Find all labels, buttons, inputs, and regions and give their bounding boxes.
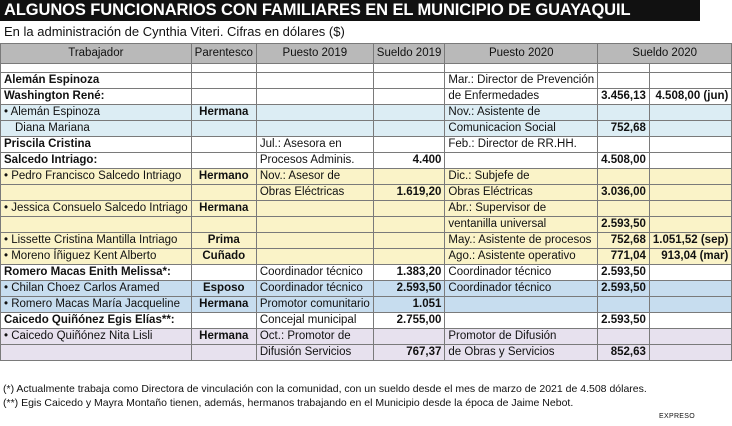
sueldo-2019-cell: 2.593,50 [373, 281, 445, 297]
sueldo-2020-cell: 3.036,00 [598, 185, 650, 201]
header-row [1, 44, 732, 64]
sueldo-2019-cell [373, 329, 445, 345]
parentesco-cell [191, 345, 256, 361]
sueldo-2020-cell: 2.593,50 [598, 313, 650, 329]
puesto-2020-cell: Abr.: Supervisor de [445, 201, 598, 217]
header-sueldo-2020: Sueldo 2020 [598, 44, 732, 64]
table-row [1, 201, 732, 217]
sueldo-2019-cell [373, 217, 445, 233]
table-row [1, 265, 732, 281]
puesto-2020-cell: Obras Eléctricas [445, 185, 598, 201]
parentesco-cell: Esposo [191, 281, 256, 297]
sueldo-2019-cell [373, 249, 445, 265]
puesto-2020-cell: May.: Asistente de procesos [445, 233, 598, 249]
extra-cell [649, 313, 731, 329]
trabajador-cell: • Romero Macas María Jacqueline [1, 297, 192, 313]
sueldo-2020-cell: 771,04 [598, 249, 650, 265]
sueldo-2020-cell: 752,68 [598, 233, 650, 249]
sueldo-2020-cell [598, 169, 650, 185]
extra-cell [649, 345, 731, 361]
puesto-2020-cell: de Enfermedades [445, 89, 598, 105]
table-row [1, 89, 732, 105]
page-title: ALGUNOS FUNCIONARIOS CON FAMILIARES EN EL MUNICIPIO DE GUAYAQUIL [0, 0, 700, 21]
parentesco-cell [191, 89, 256, 105]
sueldo-2020-cell: 752,68 [598, 121, 650, 137]
puesto-2020-cell: de Obras y Servicios [445, 345, 598, 361]
parentesco-cell [191, 73, 256, 89]
parentesco-cell [191, 121, 256, 137]
parentesco-cell: Prima [191, 233, 256, 249]
trabajador-cell: • Jessica Consuelo Salcedo Intriago [1, 201, 192, 217]
extra-cell [649, 153, 731, 169]
sueldo-2019-cell [373, 201, 445, 217]
sueldo-2020-cell: 2.593,50 [598, 217, 650, 233]
parentesco-cell: Hermana [191, 105, 256, 121]
puesto-2020-cell: Ago.: Asistente operativo [445, 249, 598, 265]
sueldo-2020-cell [598, 73, 650, 89]
extra-cell [649, 297, 731, 313]
extra-cell [649, 121, 731, 137]
sueldo-2019-cell [373, 89, 445, 105]
trabajador-cell: Priscila Cristina [1, 137, 192, 153]
puesto-2019-cell [256, 89, 373, 105]
parentesco-cell [191, 137, 256, 153]
header-puesto-2019: Puesto 2019 [256, 44, 373, 64]
table-row [1, 185, 732, 201]
puesto-2019-cell: Procesos Adminis. [256, 153, 373, 169]
trabajador-cell: Romero Macas Enith Melissa*: [1, 265, 192, 281]
sueldo-2019-cell [373, 121, 445, 137]
parentesco-cell: Hermana [191, 201, 256, 217]
parentesco-cell: Hermano [191, 169, 256, 185]
parentesco-cell [191, 217, 256, 233]
table-row [1, 137, 732, 153]
trabajador-cell [1, 345, 192, 361]
parentesco-cell [191, 153, 256, 169]
sueldo-2019-cell: 2.755,00 [373, 313, 445, 329]
extra-cell: 913,04 (mar) [649, 249, 731, 265]
sueldo-2019-cell [373, 169, 445, 185]
puesto-2019-cell: Coordinador técnico [256, 265, 373, 281]
parentesco-cell: Hermana [191, 297, 256, 313]
puesto-2020-cell [445, 313, 598, 329]
trabajador-cell: • Alemán Espinoza [1, 105, 192, 121]
puesto-2019-cell: Promotor comunitario [256, 297, 373, 313]
sueldo-2019-cell [373, 105, 445, 121]
trabajador-cell: Caicedo Quiñónez Egis Elías**: [1, 313, 192, 329]
sueldo-2020-cell: 2.593,50 [598, 281, 650, 297]
puesto-2019-cell: Oct.: Promotor de [256, 329, 373, 345]
parentesco-cell: Cuñado [191, 249, 256, 265]
trabajador-cell: Washington René: [1, 89, 192, 105]
trabajador-cell: • Caicedo Quiñónez Nita Lisli [1, 329, 192, 345]
sueldo-2020-cell [598, 105, 650, 121]
puesto-2020-cell: Nov.: Asistente de [445, 105, 598, 121]
source-credit: EXPRESO [659, 413, 695, 420]
header-puesto-2020: Puesto 2020 [445, 44, 598, 64]
puesto-2019-cell [256, 217, 373, 233]
extra-cell: 1.051,52 (sep) [649, 233, 731, 249]
trabajador-cell: Alemán Espinoza [1, 73, 192, 89]
puesto-2019-cell [256, 73, 373, 89]
table-row [1, 169, 732, 185]
puesto-2019-cell [256, 233, 373, 249]
sueldo-2020-cell: 4.508,00 [598, 153, 650, 169]
sueldo-2019-cell [373, 137, 445, 153]
extra-cell [649, 265, 731, 281]
trabajador-cell: • Lissette Cristina Mantilla Intriago [1, 233, 192, 249]
puesto-2020-cell: Coordinador técnico [445, 281, 598, 297]
puesto-2019-cell [256, 249, 373, 265]
sueldo-2019-cell [373, 233, 445, 249]
table-row [1, 217, 732, 233]
table-row [1, 233, 732, 249]
table-row [1, 153, 732, 169]
puesto-2020-cell: Feb.: Director de RR.HH. [445, 137, 598, 153]
puesto-2020-cell: Promotor de Difusión [445, 329, 598, 345]
puesto-2019-cell [256, 201, 373, 217]
extra-cell: 4.508,00 (jun) [649, 89, 731, 105]
parentesco-cell [191, 185, 256, 201]
footnote: (*) Actualmente trabaja como Directora de vinculación con la comunidad, con un sueldo desde el mes de marzo de 2021 de 4.508 dólares. [3, 383, 647, 395]
trabajador-cell: Salcedo Intriago: [1, 153, 192, 169]
trabajador-cell: • Pedro Francisco Salcedo Intriago [1, 169, 192, 185]
header-sueldo-2019: Sueldo 2019 [373, 44, 445, 64]
sueldo-2020-cell [598, 137, 650, 153]
sueldo-2020-cell [598, 329, 650, 345]
table-row [1, 281, 732, 297]
trabajador-cell [1, 185, 192, 201]
sueldo-2019-cell: 4.400 [373, 153, 445, 169]
table-row [1, 329, 732, 345]
puesto-2019-cell: Nov.: Asesor de [256, 169, 373, 185]
table-row [1, 313, 732, 329]
subtitle: En la administración de Cynthia Viteri. Cifras en dólares ($) [4, 24, 345, 39]
extra-cell [649, 105, 731, 121]
extra-cell [649, 281, 731, 297]
sueldo-2020-cell: 852,63 [598, 345, 650, 361]
puesto-2020-cell: Dic.: Subjefe de [445, 169, 598, 185]
puesto-2019-cell: Jul.: Asesora en [256, 137, 373, 153]
trabajador-cell: • Moreno Íñiguez Kent Alberto [1, 249, 192, 265]
table-row [1, 73, 732, 89]
sueldo-2020-cell: 3.456,13 [598, 89, 650, 105]
sueldo-2019-cell: 1.619,20 [373, 185, 445, 201]
table-row [1, 121, 732, 137]
trabajador-cell [1, 217, 192, 233]
header-trabajador: Trabajador [1, 44, 192, 64]
puesto-2020-cell: Mar.: Director de Prevención [445, 73, 598, 89]
table-row [1, 345, 732, 361]
puesto-2020-cell: Coordinador técnico [445, 265, 598, 281]
footnote: (**) Egis Caicedo y Mayra Montaño tienen, además, hermanos trabajando en el Municipio desde la época de Jaime Nebot. [3, 397, 574, 409]
table-row [1, 105, 732, 121]
extra-cell [649, 73, 731, 89]
extra-cell [649, 137, 731, 153]
parentesco-cell [191, 313, 256, 329]
puesto-2019-cell: Obras Eléctricas [256, 185, 373, 201]
sueldo-2020-cell [598, 297, 650, 313]
sueldo-2020-cell [598, 201, 650, 217]
puesto-2020-cell [445, 153, 598, 169]
sueldo-2019-cell: 767,37 [373, 345, 445, 361]
sueldo-2019-cell: 1.383,20 [373, 265, 445, 281]
puesto-2019-cell: Concejal municipal [256, 313, 373, 329]
puesto-2020-cell: ventanilla universal [445, 217, 598, 233]
trabajador-cell: • Chilan Choez Carlos Aramed [1, 281, 192, 297]
officials-table [0, 43, 732, 361]
table-row [1, 297, 732, 313]
sueldo-2019-cell [373, 73, 445, 89]
extra-cell [649, 329, 731, 345]
extra-cell [649, 201, 731, 217]
extra-cell [649, 185, 731, 201]
puesto-2019-cell [256, 105, 373, 121]
header-parentesco: Parentesco [191, 44, 256, 64]
sueldo-2019-cell: 1.051 [373, 297, 445, 313]
puesto-2019-cell [256, 121, 373, 137]
footnotes [3, 382, 647, 410]
parentesco-cell: Hermana [191, 329, 256, 345]
puesto-2020-cell [445, 297, 598, 313]
table-row [1, 249, 732, 265]
parentesco-cell [191, 265, 256, 281]
puesto-2019-cell: Coordinador técnico [256, 281, 373, 297]
puesto-2020-cell: Comunicacion Social [445, 121, 598, 137]
sueldo-2020-cell: 2.593,50 [598, 265, 650, 281]
trabajador-cell: Diana Mariana [1, 121, 192, 137]
extra-cell [649, 217, 731, 233]
puesto-2019-cell: Difusión Servicios [256, 345, 373, 361]
extra-cell [649, 169, 731, 185]
